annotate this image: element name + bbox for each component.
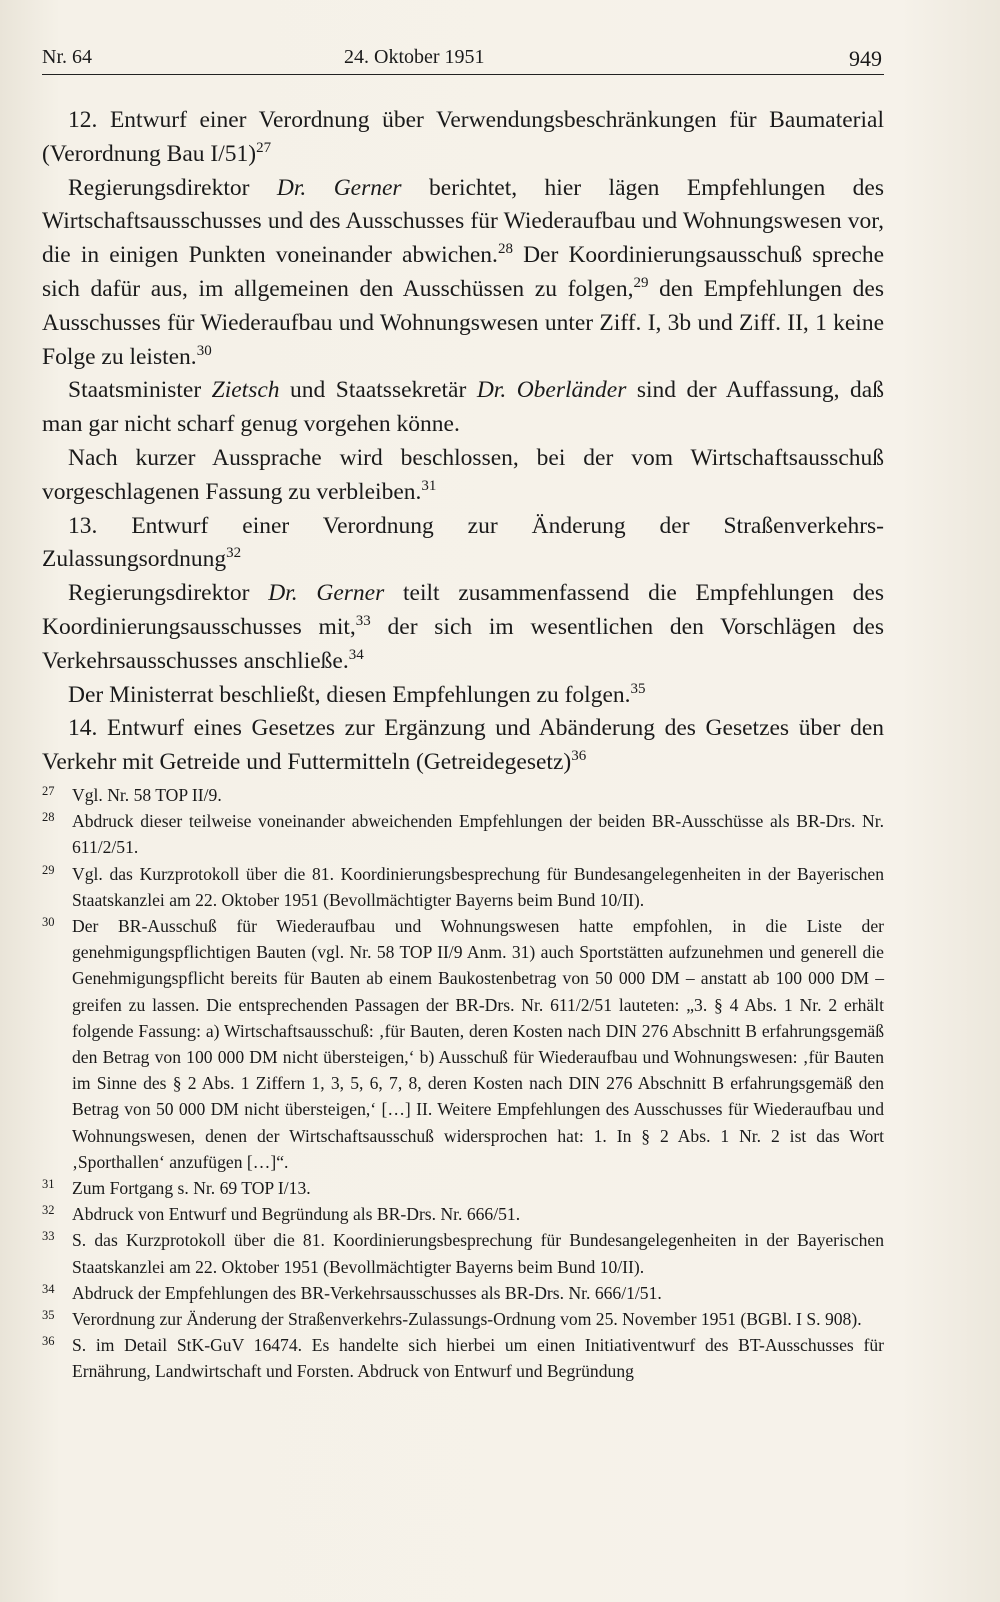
running-header: [42, 40, 884, 75]
paragraph: Nach kurzer Aussprache wird beschlossen, bei der vom Wirtschaftsausschuß vorgeschlagenen Fassung zu verbleiben.$^{31}$: [42, 444, 884, 505]
agenda-item-12: 12. Entwurf einer Verordnung über Verwendungsbeschränkungen für Baumaterial (Verordnung Bau I/51)$^{27}$: [42, 107, 884, 167]
footnote-number: 28: [42, 810, 55, 825]
footnote-text: Abdruck von Entwurf und Begründung als BR-Drs. Nr. 666/51.: [72, 1204, 521, 1225]
footnote-number: 31: [42, 1177, 55, 1192]
main-text: [42, 104, 884, 780]
footnote-ref[interactable]: 35: [630, 680, 646, 697]
footnote: [42, 913, 884, 1175]
footnote: [42, 1175, 884, 1201]
footnote-ref[interactable]: 27: [256, 139, 272, 156]
footnote: [42, 1227, 884, 1279]
footnote-text: Der BR-Ausschuß für Wiederaufbau und Wohnungswesen hatte empfohlen, in die Liste der genehmigungspflichtigen Bauten (vgl. Nr. 58 TOP II/9 Anm. 31) auch Sportstätten aufzunehmen und generell die Genehmigungspflicht bereits für Bauten ab einem Baukostenbetrag von 50 000 DM – anstatt ab 100 000 DM – greifen zu lassen. Die entsprechenden Passagen der BR-Drs. Nr. 611/2/51 lauteten: „3. § 4 Abs. 1 Nr. 2 erhält folgende Fassung: a) Wirtschaftsausschuß: ‚für Bauten, deren Kosten nach DIN 276 Abschnitt B erfahrungsgemäß den Betrag von 100 000 DM nicht übersteigen,‘ b) Ausschuß für Wiederaufbau und Wohnungswesen: ‚für Bauten im Sinne des § 2 Abs. 1 Ziffern 1, 3, 5, 6, 7, 8, deren Kosten nach DIN 276 Abschnitt B erfahrungsgemäß den Betrag von 50 000 DM nicht übersteigen,‘ […] II. Weitere Empfehlungen des Ausschusses für Wiederaufbau und Wohnungswesen, denen der Wirtschaftsausschuß widersprochen hat: 1. In § 2 Abs. 1 Nr. 2 ist das Wort ‚Sporthallen‘ anzufügen […]“.: [72, 916, 884, 1172]
footnote-number: 27: [42, 784, 55, 798]
footnote-ref[interactable]: 29: [633, 274, 649, 291]
footnote-text: Abdruck der Empfehlungen des BR-Verkehrsausschusses als BR-Drs. Nr. 666/1/51.: [72, 1282, 662, 1303]
footnote-ref[interactable]: 28: [497, 241, 513, 258]
agenda-item-14: 14. Entwurf eines Gesetzes zur Ergänzung und Abänderung des Gesetzes über den Verkehr mit Getreide und Futtermitteln (Getreidegesetz)$^{36}$: [42, 715, 884, 776]
agenda-item-13: 13. Entwurf einer Verordnung zur Änderung der Straßenverkehrs-Zulassungsordnung$^{32}$: [42, 512, 884, 573]
footnote-number: 34: [42, 1281, 55, 1296]
footnote: [42, 1280, 884, 1306]
footnote-number: 32: [42, 1203, 55, 1218]
footnote: [42, 1332, 884, 1384]
person-name: Dr. Gerner: [276, 174, 402, 201]
footnote-text: Vgl. Nr. 58 TOP II/9.: [72, 785, 222, 805]
footnote: [42, 782, 884, 808]
footnote-text: Zum Fortgang s. Nr. 69 TOP I/13.: [72, 1178, 311, 1199]
footnote-text: S. im Detail StK-GuV 16474. Es handelte sich hierbei um einen Initiativentwurf des BT-Ausschusses für Ernährung, Landwirtschaft und Forsten. Abdruck von Entwurf und Begründung: [72, 1335, 884, 1382]
footnote: [42, 808, 884, 860]
footnotes: [42, 782, 884, 1385]
footnote-number: 36: [42, 1334, 55, 1349]
footnote: [42, 1201, 884, 1227]
footnote-text: S. das Kurzprotokoll über die 81. Koordinierungsbesprechung für Bundesangelegenheiten in der Bayerischen Staatskanzlei am 22. Oktober 1951 (Bevollmächtigter Bayerns beim Bund 10/II).: [72, 1230, 884, 1277]
footnote-ref[interactable]: 32: [226, 545, 242, 562]
footnote-text: Abdruck dieser teilweise voneinander abweichenden Empfehlungen der beiden BR-Ausschüsse als BR-Drs. Nr. 611/2/51.: [72, 811, 884, 858]
footnote-ref[interactable]: 31: [421, 477, 437, 494]
footnote: [42, 861, 884, 913]
person-name: Dr. Oberländer: [476, 377, 627, 404]
header-date: 24. Oktober 1951: [344, 46, 485, 68]
paragraph: Staatsminister Zietsch und Staatssekretär Dr. Oberländer sind der Auffassung, daß man gar nicht scharf genug vorgehen könne.: [42, 377, 884, 438]
paragraph: Regierungsdirektor Dr. Gerner teilt zusammenfassend die Empfehlungen des Koordinierungsausschusses mit,$^{33}$ der sich im wesentlichen den Vorschlägen des Verkehrsausschusses anschließe.$^{34}$: [42, 580, 884, 674]
footnote-ref[interactable]: 33: [355, 612, 371, 629]
paragraph: Regierungsdirektor Dr. Gerner berichtet, hier lägen Empfehlungen des Wirtschaftsausschusses und des Ausschusses für Wiederaufbau und Wohnungswesen vor, die in einigen Punkten voneinander abwichen.$^{28}$ Der Koordinierungsausschuß spreche sich dafür aus, im allgemeinen den Ausschüssen zu folgen,$^{29}$ den Empfehlungen des Ausschusses für Wiederaufbau und Wohnungswesen unter Ziff. I, 3b und Ziff. II, 1 keine Folge zu leisten.$^{30}$: [42, 174, 885, 370]
footnote-ref[interactable]: 34: [348, 646, 364, 663]
footnote-number: 30: [42, 915, 55, 930]
footnote-text: Verordnung zur Änderung der Straßenverkehrs-Zulassungs-Ordnung vom 25. November 1951 (BGBl. I S. 908).: [72, 1309, 862, 1330]
footnote-ref[interactable]: 30: [196, 342, 212, 359]
person-name: Dr. Gerner: [268, 580, 385, 607]
footnote: [42, 1306, 884, 1332]
protocol-number: Nr. 64: [42, 46, 92, 68]
page-number: 949: [849, 46, 882, 71]
footnote-text: Vgl. das Kurzprotokoll über die 81. Koordinierungsbesprechung für Bundesangelegenheiten in der Bayerischen Staatskanzlei am 22. Oktober 1951 (Bevollmächtigter Bayerns beim Bund 10/II).: [72, 863, 884, 910]
footnote-number: 35: [42, 1308, 55, 1323]
person-name: Zietsch: [211, 377, 280, 404]
footnote-ref[interactable]: 36: [571, 748, 587, 765]
footnote-number: 29: [42, 862, 55, 877]
paragraph: Der Ministerrat beschließt, diesen Empfehlungen zu folgen.$^{35}$: [68, 680, 646, 708]
footnote-number: 33: [42, 1229, 55, 1244]
